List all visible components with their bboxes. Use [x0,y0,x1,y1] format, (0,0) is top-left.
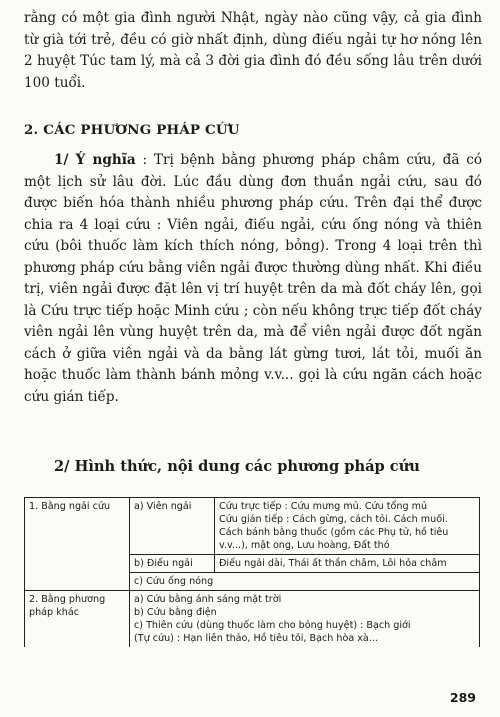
table-line: Cứu gián tiếp : Cách gừng, cách tỏi. Cách muối. [219,514,448,525]
table-line: a) Cứu bằng ánh sáng mặt trời [134,594,282,605]
table-line: Cách bánh bằng thuốc (gồm các Phụ tử, hồ tiêu v.v...), mật ong, Lưu hoàng, Đất thó [219,527,449,551]
table-row [25,498,480,555]
table-cell-b-label: b) Điếu ngải [130,555,215,573]
table-line: Cứu trực tiếp : Cứu mưng mủ. Cứu tổng mủ [219,501,428,512]
table-cell-category-2: 2. Bằng phương pháp khác [25,591,130,648]
methods-table [24,497,480,647]
table-line: (Tự cứu) : Hạn liên thảo, Hồ tiêu tỏi, Bạch hòa xà... [134,633,378,644]
table-line: c) Thiên cứu (dùng thuốc làm cho bỏng huyệt) : Bạch giới [134,620,411,631]
table-cell-c: c) Cứu ống nóng [130,573,480,591]
intro-paragraph: rằng có một gia đình người Nhật, ngày nào cũng vậy, cả gia đình từ già tới trẻ, đều có giờ nhất định, dùng điếu ngải tự hơ nóng lên 2 huyệt Túc tam lý, mà cả 3 đời gia đình đó đều sống lâu trên dưới 100 tuổi. [24,10,482,91]
meaning-text: : Trị bệnh bằng phương pháp châm cứu, đã có một lịch sử lâu đời. Lúc đầu dùng đơn thuần ngải cứu, sau đó được biến hóa thành nhiều phương pháp cứu. Trên đại thể được chia ra 4 loại cứu : Viên ngải, điếu ngải, cứu ống nóng và thiên cứu (bôi thuốc làm kích thích nóng, bỏng). Trong 4 loại trên thì phương pháp cứu bằng viên ngải được thường dùng nhất. Khi điều trị, viên ngải được đặt lên vị trí huyệt trên da mà đốt cháy lên, gọi là Cứu trực tiếp hoặc Minh cứu ; còn nếu không trực tiếp đốt cháy viên ngải lên vùng huyệt trên da, mà để viên ngải được đốt ngăn cách ở giữa viên ngải và da bằng lát gừng tươi, lát tỏi, muối ăn hoặc thuốc làm thành bánh mỏng v.v... gọi là cứu ngăn cách hoặc cứu gián tiếp. [24,152,483,405]
table-cell-category-1: 1. Bằng ngải cứu [25,498,130,591]
table-cell-other-methods [130,591,480,648]
table-cell-b-content: Điếu ngải dài, Thái ất thần châm, Lôi hỏa châm [215,555,480,573]
page-number: 289 [449,690,476,705]
table-cell-a-content [215,498,480,555]
section-heading: 2. CÁC PHƯƠNG PHÁP CỨU [24,122,240,138]
subheading: 2/ Hình thức, nội dung các phương pháp cứu [54,458,420,475]
meaning-label: 1/ Ý nghĩa [54,152,136,168]
table-cell-a-label: a) Viên ngải [130,498,215,555]
meaning-paragraph [24,150,482,408]
table-row [25,591,480,648]
table-line: b) Cứu bằng điện [134,607,217,618]
